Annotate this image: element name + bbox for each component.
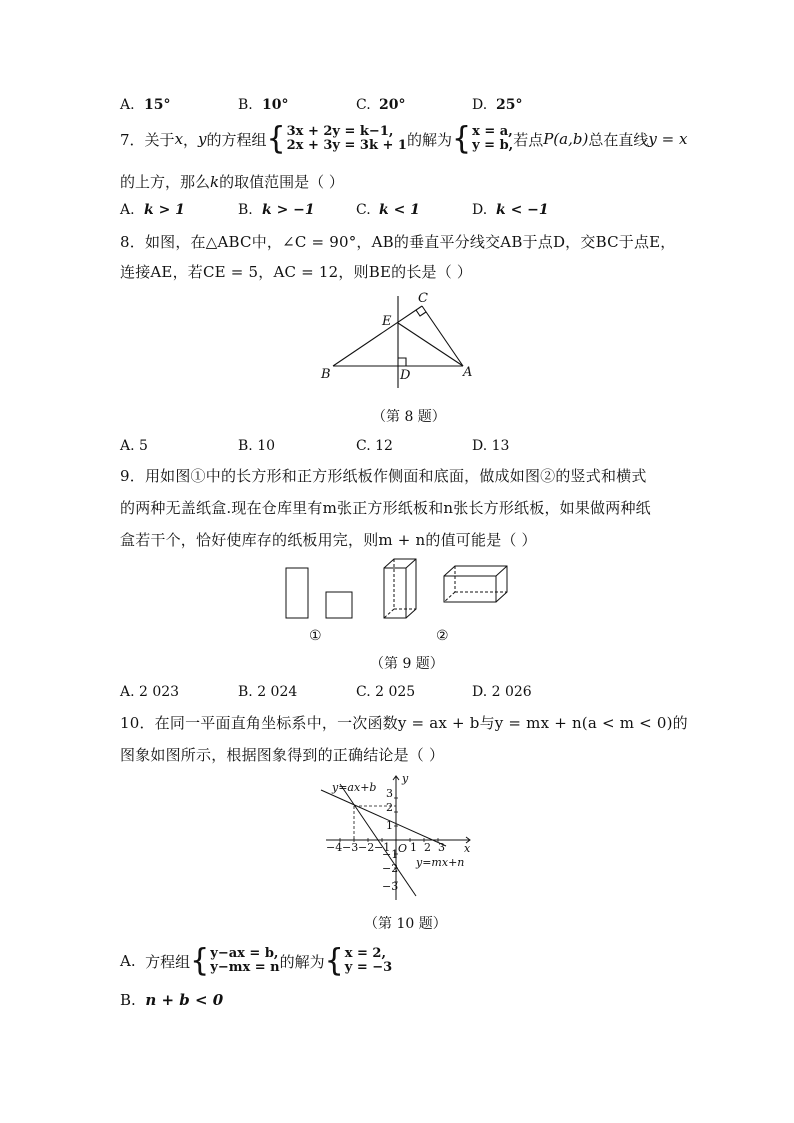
q7-option-c-value: k < 1 [379,202,420,218]
left-brace-icon: { [266,120,286,157]
q7-option-a-value: k > 1 [144,202,185,218]
left-brace-icon: { [324,942,344,979]
q10-ytick-neg1: −1 [382,848,399,861]
q7-sol-row-1: x = a, [472,124,513,139]
q9-option-b: B. 2 024 [238,684,298,700]
q9-line3: 盒若干个，恰好使库存的纸板用完，则m + n的值可能是（ ） [120,531,537,549]
q10-option-a-sol-row-2: y = −3 [344,960,393,975]
q10-label-y: y [402,772,409,785]
q8-option-b: B. 10 [238,438,276,454]
q7-solution-system [451,120,514,157]
q7-option-c-label: C. [356,202,371,218]
left-brace-icon: { [190,942,210,979]
q8-option-c: C. 12 [356,438,393,454]
q10-ytick-3: 3 [386,787,393,800]
q10-ytick-neg2: −2 [382,862,399,875]
q6-option-b-value: 10° [262,97,289,113]
q8-label-b: B [321,367,331,382]
q10-option-b-label: B. [120,991,136,1009]
q7-sys-row-1: 3x + 2y = k−1, [286,124,394,139]
q7-text-5: 若点 [513,130,544,149]
q10-option-a-label: A. [120,952,136,970]
q7-option-d-value: k < −1 [496,202,549,218]
q7-option-a-label: A. [120,202,135,218]
q10-label-x: x [464,842,471,855]
q7-line2-a: 的上方，那么 [120,173,211,191]
q10-line1: 10．在同一平面直角坐标系中，一次函数y = ax + b与y = mx + n(a < m < 0)的 [120,714,688,732]
q6-option-c-label: C. [356,97,371,113]
q10-label-origin: O [398,842,408,855]
q10-option-b [120,991,223,1009]
q10-xtick-2: 2 [424,841,431,854]
q7-line-equation: y = x [648,130,688,148]
q7-text-1: 关于 [144,130,175,149]
q10-xtick-1: 1 [410,841,417,854]
q9-line1: 9．用如图①中的长方形和正方形纸板作侧面和底面，做成如图②的竖式和横式 [120,467,647,485]
q10-xtick-3: 3 [438,841,445,854]
q10-ytick-1: 1 [386,819,393,832]
q10-option-b-equation: n + b < 0 [145,991,224,1009]
q8-label-c: C [418,291,428,306]
right-angle-mark-c [416,310,426,316]
horizontal-box-back [444,566,507,602]
q10-ytick-2: 2 [386,801,393,814]
q10-label-mx-n: y=mx+n [416,856,465,869]
q9-label-2: ② [436,628,449,644]
line-mx-plus-n [321,790,446,846]
vertical-box-front [384,568,406,618]
segment-bc [333,306,422,366]
q9-option-c: C. 2 025 [356,684,416,700]
q8-label-e: E [382,314,392,329]
q8-label-d: D [400,368,411,383]
q7-var-y: y [198,130,207,148]
q6-option-b-label: B. [238,97,253,113]
horizontal-box-front [444,576,496,602]
q6-option-a-value: 15° [144,97,171,113]
left-brace-icon: { [451,120,472,157]
q10-option-a-sys-row-2: y−mx = n [210,960,280,975]
q7-line2-b: 的取值范围是（ ） [219,173,344,191]
segment-ea [398,323,463,366]
q8-label-a: A [463,365,473,380]
q10-xtick-neg1: −1 [374,841,391,854]
q7-option-d-label: D. [472,202,488,218]
q6-option-d-label: D. [472,97,488,113]
q7-var-k: k [210,173,220,191]
q8-line2: 连接AE，若CE = 5，AC = 12，则BE的长是（ ） [120,263,473,281]
q8-option-d: D. 13 [472,438,510,454]
q9-line2: 的两种无盖纸盒.现在仓库里有m张正方形纸板和n张长方形纸板，如果做两种纸 [120,499,651,517]
q10-option-a-sys-row-1: y−ax = b, [210,946,279,961]
q10-option-a [120,942,393,979]
q10-xtick-neg3: −3 [342,841,359,854]
q7-line2 [120,171,344,192]
q7-text-4: 的解为 [406,130,452,149]
q7-text-6: 总在直线 [588,130,649,149]
square-board [326,592,352,618]
q6-option-a-label: A. [120,97,135,113]
q10-label-ax-b: y=ax+b [332,781,377,794]
q7-number: 7． [120,130,145,149]
q10-ytick-neg3: −3 [382,880,399,893]
q8-line1: 8．如图，在△ABC中，∠C = 90°，AB的垂直平分线交AB于点D，交BC于点E， [120,233,676,251]
q9-option-d: D. 2 026 [472,684,532,700]
q9-caption: （第 9 题） [370,656,444,672]
segment-ca [422,306,463,366]
q10-option-a-sol-row-1: x = 2, [344,946,387,961]
q10-option-a-solution [324,942,393,979]
rectangle-board [286,568,308,618]
q6-option-d-value: 25° [496,97,523,113]
q7-var-x: x [174,130,184,148]
q7-option-b-value: k > −1 [262,202,315,218]
q8-figure [310,288,490,392]
q7-line1 [120,120,688,157]
q10-xtick-neg4: −4 [326,841,343,854]
q10-option-a-system [190,942,280,979]
q7-sol-row-2: y = b, [472,138,514,153]
q8-caption: （第 8 题） [372,409,446,425]
q10-option-a-text-1: 方程组 [145,952,191,971]
q6-option-c-value: 20° [379,97,406,113]
q7-option-b-label: B. [238,202,253,218]
q7-sys-row-2: 2x + 3y = 3k + 1 [286,138,407,153]
q7-point: P(a,b) [543,130,589,148]
q9-figure [280,556,520,648]
q8-option-a: A. 5 [120,438,148,454]
q7-equation-system [266,120,407,157]
q9-label-1: ① [309,628,322,644]
q7-text-3: 的方程组 [206,130,267,149]
q10-caption: （第 10 题） [364,916,447,932]
right-angle-mark-d [398,358,406,366]
q10-graph [318,770,478,904]
q10-option-a-text-2: 的解为 [279,952,325,971]
q7-text-2: ， [183,130,199,149]
q9-option-a: A. 2 023 [120,684,180,700]
q10-line2: 图象如图所示，根据图象得到的正确结论是（ ） [120,746,445,764]
q10-xtick-neg2: −2 [358,841,375,854]
